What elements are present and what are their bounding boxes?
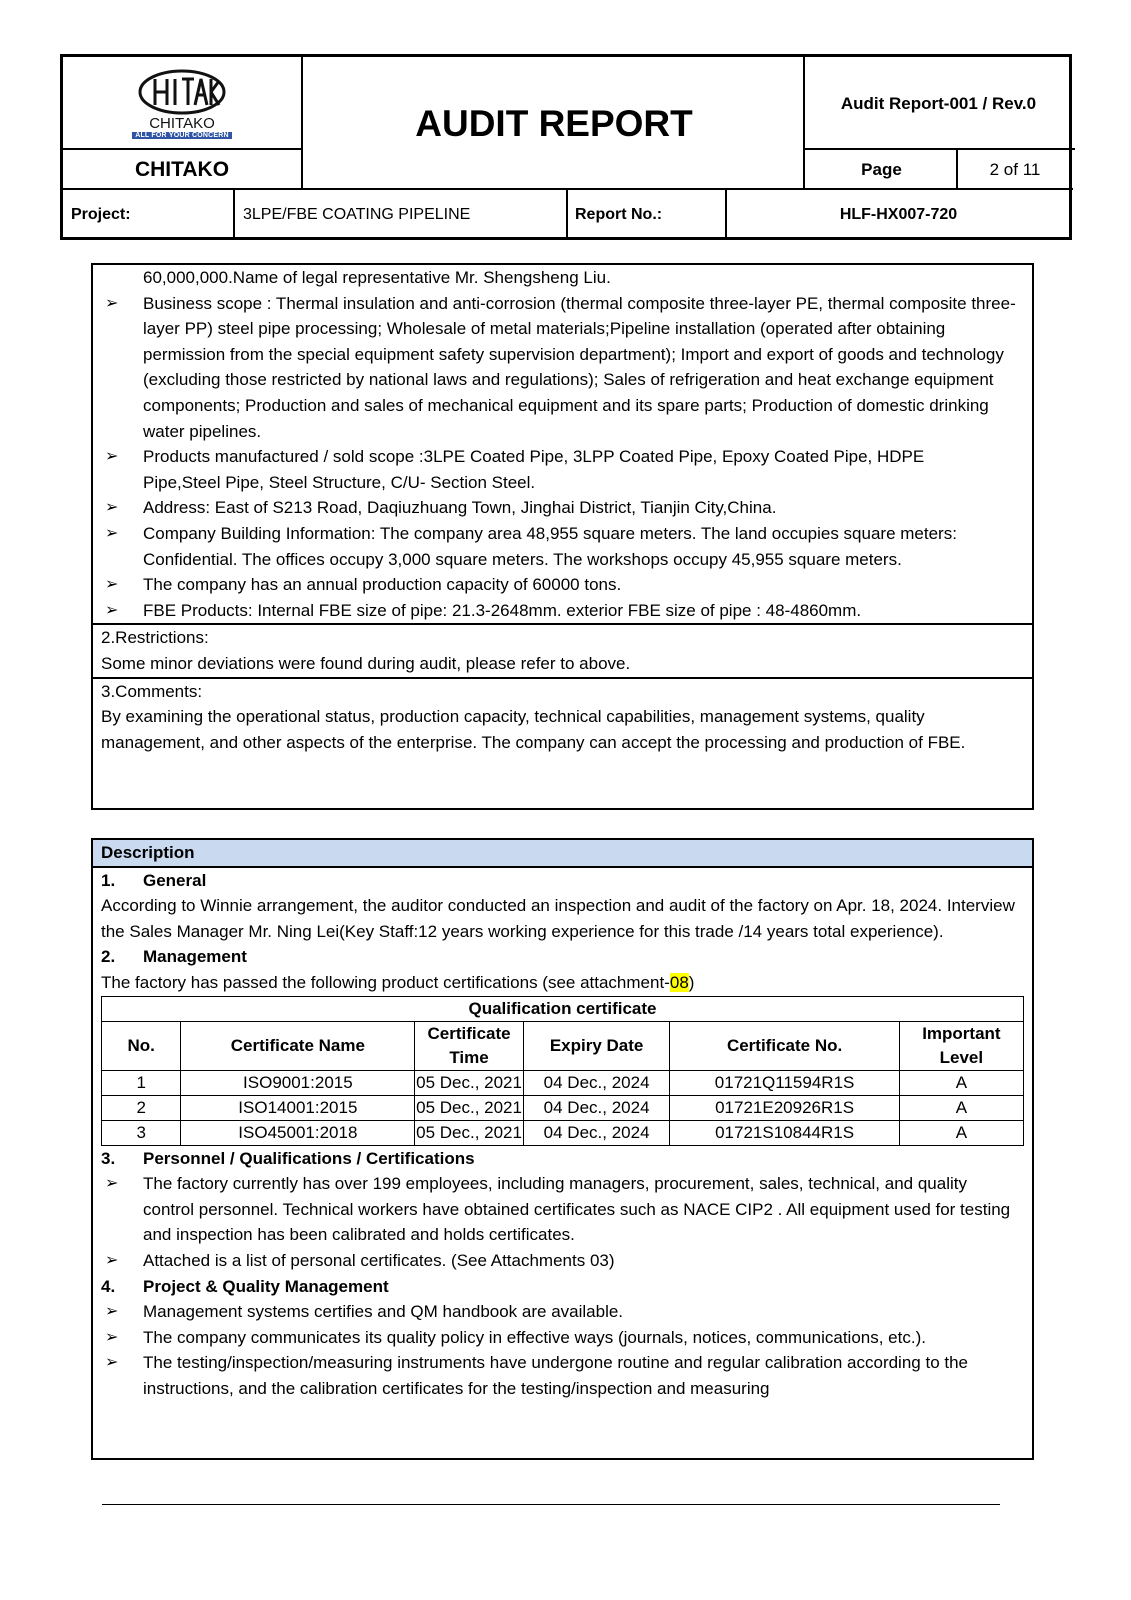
comments-section <box>93 677 1032 756</box>
section-title: Management <box>143 947 247 967</box>
section-quality-heading <box>93 1274 1032 1300</box>
section-number: 3. <box>101 1148 116 1168</box>
column-header: Important Level <box>899 1021 1023 1070</box>
report-header <box>60 54 1072 240</box>
personnel-bullet: ➢ The factory currently has over 199 employees, including managers, procurement, sales, technical, and quality control personnel. Technical workers have obtained certificates such as NACE CIP2 . All equipment used for testing and inspection has been calibrated and holds certificates. <box>93 1171 1032 1248</box>
page-title: AUDIT REPORT <box>415 102 693 144</box>
summary-box <box>91 263 1034 810</box>
summary-bullet: ➢ Business scope : Thermal insulation and anti-corrosion (thermal composite three-layer PE, thermal composite three-layer PP) steel pipe processing; Wholesale of metal materials;Pipeline installation (operated after obtaining permission from the special equipment safety supervision department); Import and export of goods and technology (excluding those restricted by national laws and regulations); Sales of refrigeration and heat exchange equipment components; Production and sales of mechanical equipment and its spare parts; Production of domestic drinking water pipelines. <box>93 291 1032 445</box>
summary-bullet: ➢ Address: East of S213 Road, Daqiuzhuang Town, Jinghai District, Tianjin City,China. <box>93 495 1032 521</box>
section-management-heading <box>93 944 1032 970</box>
quality-bullet: ➢ The testing/inspection/measuring instruments have undergone routine and regular calibration according to the instructions, and the calibration certificates for the testing/inspection and measuring <box>93 1350 1032 1401</box>
table-cell: 05 Dec., 2021 <box>415 1095 524 1120</box>
section-number: 1. <box>101 870 116 890</box>
quality-bullet: ➢ Management systems certifies and QM handbook are available. <box>93 1299 1032 1325</box>
section-general-heading <box>93 868 1032 894</box>
section-title: General <box>143 870 207 890</box>
management-text-b: ) <box>688 972 695 992</box>
table-cell: 04 Dec., 2024 <box>523 1120 670 1145</box>
general-text: According to Winnie arrangement, the auditor conducted an inspection and audit of the factory on Apr. 18, 2024. Interview the Sales Manager Mr. Ning Lei(Key Staff:12 years working experience for this trade /14 years total experience). <box>101 896 1015 941</box>
project-value: 3LPE/FBE COATING PIPELINE <box>243 206 471 223</box>
comments-title: 3.Comments: <box>101 681 203 701</box>
summary-bullet: ➢ Products manufactured / sold scope :3LPE Coated Pipe, 3LPP Coated Pipe, Epoxy Coated Pipe, HDPE Pipe,Steel Pipe, Steel Structure, C/U- Section Steel. <box>93 444 1032 495</box>
summary-bullet: ➢ The company has an annual production capacity of 60000 tons. <box>93 572 1032 598</box>
personnel-bullet: ➢ Attached is a list of personal certificates. (See Attachments 03) <box>93 1248 1032 1274</box>
table-cell: A <box>899 1095 1023 1120</box>
table-row <box>102 1070 1024 1095</box>
description-heading: Description <box>93 840 1032 868</box>
company-logo-icon <box>137 69 227 115</box>
table-cell: ISO14001:2015 <box>181 1095 415 1120</box>
table-row <box>102 1120 1024 1145</box>
table-cell: 01721S10844R1S <box>670 1120 899 1145</box>
column-header: Certificate Time <box>415 1021 524 1070</box>
report-number-value: HLF-HX007-720 <box>839 206 958 223</box>
summary-bullet: ➢ Company Building Information: The company area 48,955 square meters. The land occupies square meters: Confidential. The offices occupy 3,000 square meters. The workshops occupy 45,955 square meters. <box>93 521 1032 572</box>
project-label: Project: <box>71 206 131 223</box>
column-header: Expiry Date <box>523 1021 670 1070</box>
logo-tagline: ALL FOR YOUR CONCERN <box>132 132 232 139</box>
restrictions-title: 2.Restrictions: <box>101 628 209 648</box>
section-number: 4. <box>101 1276 116 1296</box>
comments-text: By examining the operational status, production capacity, technical capabilities, management systems, quality management, and other aspects of the enterprise. The company can accept the processing and production of FBE. <box>101 707 966 752</box>
section-personnel-heading <box>93 1146 1032 1172</box>
management-text-a: The factory has passed the following product certifications (see attachment- <box>101 972 670 992</box>
management-text <box>93 970 1032 996</box>
restrictions-section <box>93 623 1032 676</box>
document-reference: Audit Report-001 / Rev.0 <box>840 93 1037 113</box>
logo-name: CHITAKO <box>149 114 215 132</box>
column-header: Certificate No. <box>670 1021 899 1070</box>
table-row <box>102 1095 1024 1120</box>
table-cell: 04 Dec., 2024 <box>523 1095 670 1120</box>
table-cell: 01721E20926R1S <box>670 1095 899 1120</box>
column-header: No. <box>102 1021 181 1070</box>
table-cell: ISO45001:2018 <box>181 1120 415 1145</box>
description-box <box>91 838 1034 1460</box>
table-cell: 05 Dec., 2021 <box>415 1070 524 1095</box>
table-cell: 1 <box>102 1070 181 1095</box>
restrictions-text: Some minor deviations were found during audit, please refer to above. <box>101 653 631 673</box>
column-header: Certificate Name <box>181 1021 415 1070</box>
table-cell: 05 Dec., 2021 <box>415 1120 524 1145</box>
logo-area <box>63 57 301 150</box>
footer-divider <box>102 1504 1000 1505</box>
page-label: Page <box>861 160 902 179</box>
section-number: 2. <box>101 947 116 967</box>
section-title: Project & Quality Management <box>143 1276 389 1296</box>
company-name: CHITAKO <box>134 158 230 181</box>
summary-lead-line: 60,000,000.Name of legal representative Mr. Shengsheng Liu. <box>143 268 611 287</box>
table-cell: A <box>899 1070 1023 1095</box>
table-caption: Qualification certificate <box>102 996 1024 1021</box>
table-cell: 2 <box>102 1095 181 1120</box>
table-cell: ISO9001:2015 <box>181 1070 415 1095</box>
certificate-table-wrapper <box>93 996 1032 1146</box>
section-title: Personnel / Qualifications / Certifications <box>143 1148 475 1168</box>
table-cell: 01721Q11594R1S <box>670 1070 899 1095</box>
table-cell: 04 Dec., 2024 <box>523 1070 670 1095</box>
table-cell: A <box>899 1120 1023 1145</box>
quality-bullet: ➢ The company communicates its quality policy in effective ways (journals, notices, communications, etc.). <box>93 1325 1032 1351</box>
certificate-table <box>101 996 1024 1146</box>
report-number-label: Report No.: <box>575 206 663 223</box>
summary-bullet: ➢ FBE Products: Internal FBE size of pipe: 21.3-2648mm. exterior FBE size of pipe : 48-4860mm. <box>93 598 1032 624</box>
attachment-highlight: 08 <box>669 972 689 992</box>
table-cell: 3 <box>102 1120 181 1145</box>
page-number: 2 of 11 <box>989 160 1041 179</box>
